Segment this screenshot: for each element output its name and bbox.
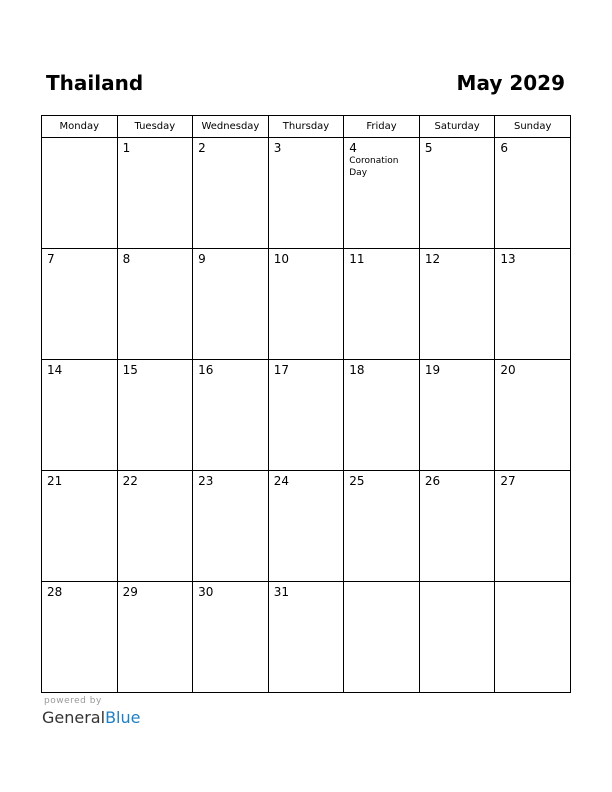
powered-by-text: powered by — [44, 696, 102, 706]
day-cell — [495, 582, 571, 693]
day-cell — [419, 360, 495, 471]
weekday-header-tuesday: Tuesday — [117, 116, 193, 138]
day-cell — [419, 138, 495, 249]
weekday-header-wednesday: Wednesday — [193, 116, 269, 138]
day-number: 14 — [47, 363, 63, 377]
week-row — [42, 360, 571, 471]
day-cell — [117, 471, 193, 582]
day-cell — [344, 138, 420, 249]
week-row — [42, 471, 571, 582]
day-cell — [193, 249, 269, 360]
holiday-label: Coronation Day — [349, 156, 399, 178]
day-cell — [42, 471, 118, 582]
weekday-header-row — [42, 116, 571, 138]
day-number: 27 — [500, 474, 516, 488]
day-number: 29 — [122, 585, 138, 599]
day-number: 11 — [349, 252, 365, 266]
day-number: 4 — [349, 141, 357, 155]
day-cell — [268, 582, 344, 693]
day-number: 22 — [122, 474, 138, 488]
weekday-header-friday: Friday — [344, 116, 420, 138]
day-number: 3 — [273, 141, 282, 155]
day-number: 18 — [349, 363, 365, 377]
day-cell — [193, 138, 269, 249]
day-number: 5 — [424, 141, 433, 155]
brand-blue-text: Blue — [105, 708, 141, 727]
day-number: 25 — [349, 474, 365, 488]
day-number: 8 — [122, 252, 131, 266]
week-row — [42, 138, 571, 249]
generalblue-logo[interactable] — [42, 708, 140, 728]
day-number: 31 — [273, 585, 289, 599]
day-number: 30 — [198, 585, 214, 599]
day-cell — [344, 471, 420, 582]
day-cell — [117, 582, 193, 693]
day-cell — [495, 471, 571, 582]
day-cell — [42, 582, 118, 693]
footer — [42, 696, 140, 728]
day-cell — [42, 249, 118, 360]
day-cell — [344, 249, 420, 360]
day-cell — [344, 582, 420, 693]
weekday-header-sunday: Sunday — [495, 116, 571, 138]
day-cell — [193, 360, 269, 471]
country-title: Thailand — [46, 71, 144, 95]
weekday-header-saturday: Saturday — [419, 116, 495, 138]
day-number: 15 — [122, 363, 138, 377]
day-number: 12 — [424, 252, 441, 266]
day-number — [495, 582, 570, 585]
day-number: 13 — [500, 252, 516, 266]
day-cell — [268, 360, 344, 471]
day-cell — [268, 471, 344, 582]
day-cell — [42, 360, 118, 471]
day-cell — [419, 249, 495, 360]
day-cell — [268, 249, 344, 360]
week-row — [42, 582, 571, 693]
day-number: 2 — [198, 141, 206, 155]
day-number — [420, 582, 495, 585]
day-number: 20 — [500, 363, 516, 377]
day-cell — [495, 360, 571, 471]
day-cell — [344, 360, 420, 471]
day-cell — [117, 360, 193, 471]
week-row — [42, 249, 571, 360]
day-cell — [495, 138, 571, 249]
day-number: 19 — [424, 363, 441, 377]
day-cell — [117, 138, 193, 249]
day-cell — [419, 582, 495, 693]
day-number: 7 — [47, 252, 55, 266]
day-number: 6 — [500, 141, 509, 155]
day-number: 16 — [198, 363, 214, 377]
day-cell — [193, 471, 269, 582]
day-number: 9 — [198, 252, 206, 266]
day-number: 21 — [47, 474, 63, 488]
day-number — [42, 138, 117, 141]
day-number: 10 — [273, 252, 289, 266]
day-number: 1 — [122, 141, 131, 155]
day-cell — [419, 471, 495, 582]
day-number: 28 — [47, 585, 63, 599]
weekday-header-monday: Monday — [42, 116, 118, 138]
day-cell — [42, 138, 118, 249]
day-cell — [495, 249, 571, 360]
day-number: 26 — [424, 474, 441, 488]
day-cell — [117, 249, 193, 360]
day-number: 23 — [198, 474, 214, 488]
day-cell — [268, 138, 344, 249]
brand-general-text: General — [42, 708, 106, 727]
day-number: 24 — [273, 474, 289, 488]
calendar-grid — [41, 115, 571, 693]
month-year-title: May 2029 — [456, 71, 565, 95]
day-number: 17 — [273, 363, 289, 377]
weekday-header-thursday: Thursday — [268, 116, 344, 138]
day-cell — [193, 582, 269, 693]
day-number — [344, 582, 419, 585]
